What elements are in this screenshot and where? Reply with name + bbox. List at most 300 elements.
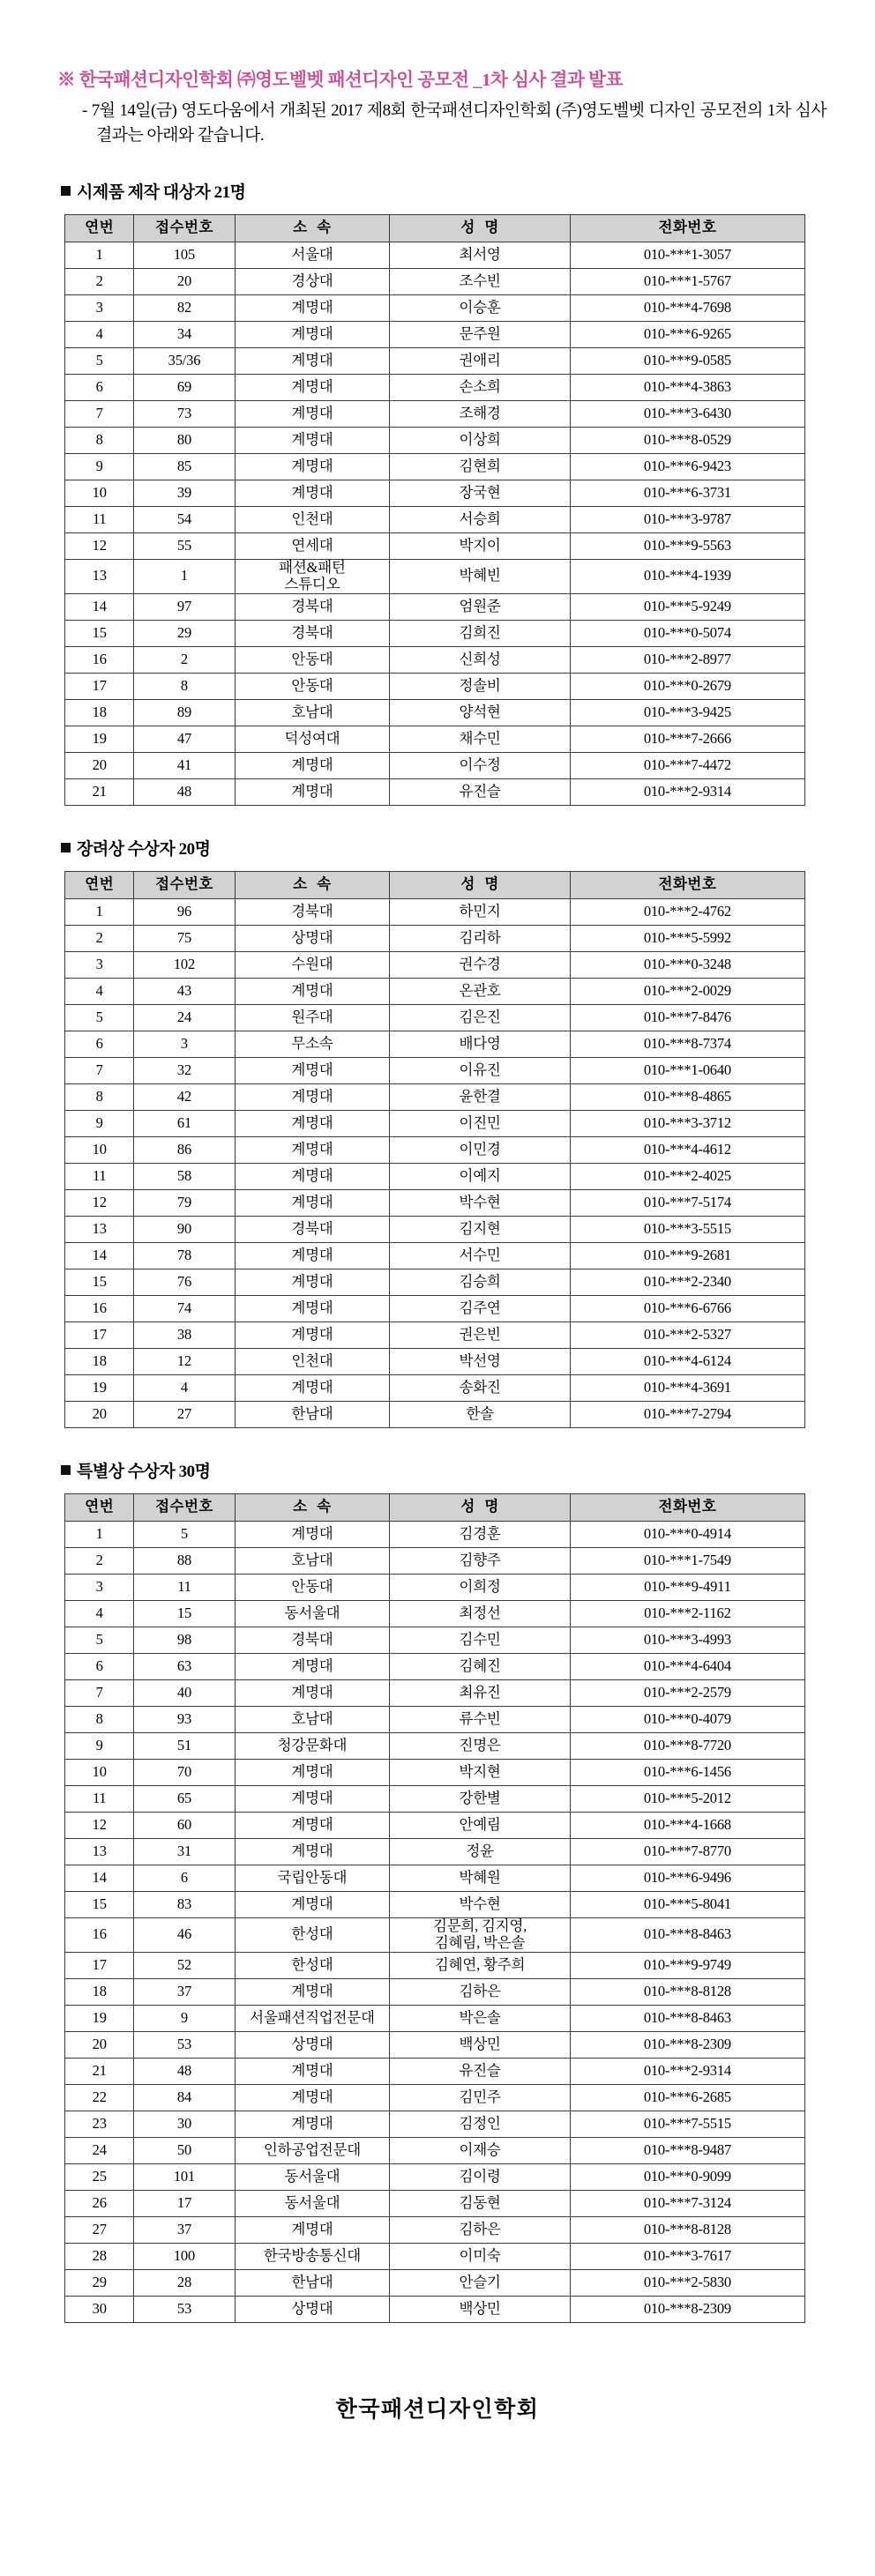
cell-affiliation: 계명대 (235, 1521, 390, 1547)
cell-affiliation: 경북대 (235, 898, 390, 925)
cell-receipt-number: 90 (134, 1216, 235, 1242)
cell-name: 김동현 (390, 2190, 570, 2216)
cell-phone: 010-***4-4612 (570, 1136, 804, 1163)
cell-no: 8 (65, 427, 134, 453)
cell-name: 김은진 (390, 1004, 570, 1031)
table-row (65, 1838, 805, 1865)
cell-name: 엄원준 (390, 593, 570, 620)
cell-affiliation: 상명대 (235, 2031, 390, 2058)
table-row (65, 347, 805, 374)
roster-table (64, 214, 805, 806)
cell-phone: 010-***0-9099 (570, 2163, 804, 2190)
cell-no: 29 (65, 2269, 134, 2296)
square-bullet-icon (61, 843, 71, 852)
column-header-phone: 전화번호 (570, 1493, 804, 1521)
cell-phone: 010-***9-5563 (570, 532, 804, 559)
cell-affiliation: 인천대 (235, 506, 390, 532)
table-row (65, 1401, 805, 1427)
cell-receipt-number: 47 (134, 726, 235, 752)
cell-affiliation: 한국방송통신대 (235, 2243, 390, 2269)
table-row (65, 2163, 805, 2190)
cell-receipt-number: 74 (134, 1295, 235, 1322)
cell-affiliation: 인천대 (235, 1348, 390, 1374)
cell-no: 11 (65, 1785, 134, 1812)
cell-receipt-number: 78 (134, 1242, 235, 1269)
cell-name: 한솔 (390, 1401, 570, 1427)
cell-receipt-number: 97 (134, 593, 235, 620)
cell-receipt-number: 39 (134, 480, 235, 506)
cell-no: 21 (65, 2058, 134, 2084)
cell-affiliation: 계명대 (235, 374, 390, 400)
cell-no: 13 (65, 1216, 134, 1242)
table-row (65, 374, 805, 400)
cell-no: 18 (65, 699, 134, 726)
cell-no: 18 (65, 1348, 134, 1374)
cell-no: 7 (65, 1057, 134, 1083)
table-row (65, 673, 805, 699)
cell-receipt-number: 30 (134, 2111, 235, 2137)
cell-receipt-number: 63 (134, 1653, 235, 1679)
table-row (65, 1600, 805, 1627)
cell-phone: 010-***8-0529 (570, 427, 804, 453)
cell-name: 조수빈 (390, 268, 570, 294)
cell-no: 10 (65, 1759, 134, 1785)
cell-name: 박혜빈 (390, 559, 570, 593)
cell-phone: 010-***7-2666 (570, 726, 804, 752)
column-header-receipt-number: 접수번호 (134, 214, 235, 242)
column-header-phone: 전화번호 (570, 214, 804, 242)
cell-receipt-number: 20 (134, 268, 235, 294)
cell-affiliation: 계명대 (235, 1812, 390, 1838)
cell-receipt-number: 53 (134, 2031, 235, 2058)
cell-name: 박은솔 (390, 2005, 570, 2031)
cell-no: 3 (65, 1574, 134, 1600)
cell-no: 24 (65, 2137, 134, 2163)
cell-receipt-number: 105 (134, 242, 235, 268)
cell-receipt-number: 75 (134, 925, 235, 951)
square-bullet-icon (61, 186, 71, 196)
cell-phone: 010-***3-6430 (570, 400, 804, 427)
cell-affiliation: 계명대 (235, 1242, 390, 1269)
cell-receipt-number: 86 (134, 1136, 235, 1163)
table-row (65, 1216, 805, 1242)
cell-phone: 010-***8-9487 (570, 2137, 804, 2163)
cell-receipt-number: 51 (134, 1732, 235, 1759)
cell-name: 윤한결 (390, 1083, 570, 1110)
cell-phone: 010-***8-4865 (570, 1083, 804, 1110)
cell-phone: 010-***0-2679 (570, 673, 804, 699)
cell-name: 서수민 (390, 1242, 570, 1269)
cell-affiliation: 서울대 (235, 242, 390, 268)
table-row (65, 2084, 805, 2111)
column-header-name: 성 명 (390, 871, 570, 898)
cell-name: 류수빈 (390, 1706, 570, 1732)
cell-no: 17 (65, 673, 134, 699)
table-row (65, 1759, 805, 1785)
table-row (65, 1785, 805, 1812)
table-row (65, 925, 805, 951)
cell-no: 1 (65, 242, 134, 268)
cell-receipt-number: 88 (134, 1547, 235, 1574)
cell-receipt-number: 38 (134, 1322, 235, 1348)
cell-phone: 010-***2-4762 (570, 898, 804, 925)
cell-phone: 010-***1-5767 (570, 268, 804, 294)
cell-name: 이희정 (390, 1574, 570, 1600)
cell-no: 19 (65, 1374, 134, 1401)
cell-name: 진명은 (390, 1732, 570, 1759)
table-row (65, 2243, 805, 2269)
cell-phone: 010-***7-5515 (570, 2111, 804, 2137)
cell-name: 이상희 (390, 427, 570, 453)
cell-affiliation: 계명대 (235, 347, 390, 374)
cell-phone: 010-***5-5992 (570, 925, 804, 951)
cell-affiliation: 계명대 (235, 400, 390, 427)
column-header-affiliation: 소 속 (235, 214, 390, 242)
cell-affiliation: 계명대 (235, 778, 390, 805)
cell-no: 22 (65, 2084, 134, 2111)
table-row (65, 1706, 805, 1732)
cell-receipt-number: 58 (134, 1163, 235, 1189)
cell-phone: 010-***6-1456 (570, 1759, 804, 1785)
table-row (65, 1136, 805, 1163)
cell-name: 김지현 (390, 1216, 570, 1242)
section-heading (61, 179, 826, 203)
table-row (65, 559, 805, 593)
table-row (65, 242, 805, 268)
cell-no: 9 (65, 1732, 134, 1759)
cell-affiliation: 계명대 (235, 1163, 390, 1189)
cell-affiliation: 경상대 (235, 268, 390, 294)
section-heading-label: 시제품 제작 대상자 21명 (77, 182, 246, 202)
cell-phone: 010-***7-4472 (570, 752, 804, 778)
cell-affiliation: 계명대 (235, 1269, 390, 1295)
cell-name: 이진민 (390, 1110, 570, 1136)
cell-affiliation: 연세대 (235, 532, 390, 559)
cell-affiliation: 서울패션직업전문대 (235, 2005, 390, 2031)
table-row (65, 1163, 805, 1189)
table-row (65, 453, 805, 480)
table-header-row (65, 214, 805, 242)
cell-affiliation: 덕성여대 (235, 726, 390, 752)
cell-no: 19 (65, 2005, 134, 2031)
table-row (65, 294, 805, 321)
cell-affiliation: 계명대 (235, 1322, 390, 1348)
table-row (65, 778, 805, 805)
cell-phone: 010-***4-6124 (570, 1348, 804, 1374)
cell-affiliation: 동서울대 (235, 2163, 390, 2190)
cell-phone: 010-***8-8463 (570, 2005, 804, 2031)
cell-no: 9 (65, 453, 134, 480)
table-row (65, 506, 805, 532)
cell-name: 안슬기 (390, 2269, 570, 2296)
cell-affiliation: 계명대 (235, 480, 390, 506)
cell-receipt-number: 17 (134, 2190, 235, 2216)
cell-affiliation: 계명대 (235, 1110, 390, 1136)
cell-receipt-number: 34 (134, 321, 235, 347)
cell-receipt-number: 46 (134, 1917, 235, 1952)
table-row (65, 1374, 805, 1401)
cell-receipt-number: 15 (134, 1600, 235, 1627)
cell-receipt-number: 98 (134, 1627, 235, 1653)
cell-name: 문주원 (390, 321, 570, 347)
cell-name: 박선영 (390, 1348, 570, 1374)
cell-name: 박수현 (390, 1891, 570, 1917)
table-row (65, 1521, 805, 1547)
cell-phone: 010-***6-9496 (570, 1865, 804, 1891)
roster-section (49, 1458, 826, 2323)
cell-phone: 010-***7-8476 (570, 1004, 804, 1031)
cell-name: 박지현 (390, 1759, 570, 1785)
cell-affiliation: 상명대 (235, 925, 390, 951)
cell-receipt-number: 83 (134, 1891, 235, 1917)
cell-no: 14 (65, 1865, 134, 1891)
cell-receipt-number: 73 (134, 400, 235, 427)
table-row (65, 1348, 805, 1374)
cell-affiliation: 경북대 (235, 593, 390, 620)
cell-receipt-number: 31 (134, 1838, 235, 1865)
table-row (65, 2005, 805, 2031)
footer-organization: 한국패션디자인학회 (335, 2397, 540, 2422)
cell-name: 조해경 (390, 400, 570, 427)
cell-name: 정윤 (390, 1838, 570, 1865)
cell-no: 3 (65, 951, 134, 978)
cell-no: 3 (65, 294, 134, 321)
table-row (65, 2190, 805, 2216)
column-header-no: 연번 (65, 214, 134, 242)
cell-phone: 010-***5-9249 (570, 593, 804, 620)
cell-phone: 010-***2-5830 (570, 2269, 804, 2296)
cell-phone: 010-***6-2685 (570, 2084, 804, 2111)
cell-name: 권은빈 (390, 1322, 570, 1348)
section-heading (61, 836, 826, 860)
table-row (65, 1952, 805, 1978)
cell-affiliation: 안동대 (235, 646, 390, 673)
cell-no: 13 (65, 559, 134, 593)
table-row (65, 2058, 805, 2084)
cell-receipt-number: 40 (134, 1679, 235, 1706)
cell-name: 박혜원 (390, 1865, 570, 1891)
cell-affiliation: 패션&패턴 스튜디오 (235, 559, 390, 593)
cell-affiliation: 계명대 (235, 1057, 390, 1083)
column-header-name: 성 명 (390, 214, 570, 242)
table-row (65, 1865, 805, 1891)
cell-no: 20 (65, 1401, 134, 1427)
cell-name: 이민경 (390, 1136, 570, 1163)
cell-receipt-number: 101 (134, 2163, 235, 2190)
cell-phone: 010-***1-7549 (570, 1547, 804, 1574)
cell-name: 최유진 (390, 1679, 570, 1706)
cell-name: 최정선 (390, 1600, 570, 1627)
cell-phone: 010-***5-8041 (570, 1891, 804, 1917)
table-row (65, 1242, 805, 1269)
table-row (65, 898, 805, 925)
cell-no: 15 (65, 1269, 134, 1295)
cell-phone: 010-***3-4993 (570, 1627, 804, 1653)
cell-phone: 010-***4-6404 (570, 1653, 804, 1679)
cell-name: 유진슬 (390, 2058, 570, 2084)
table-row (65, 1295, 805, 1322)
column-header-no: 연번 (65, 871, 134, 898)
cell-no: 8 (65, 1083, 134, 1110)
cell-receipt-number: 35/36 (134, 347, 235, 374)
cell-affiliation: 계명대 (235, 294, 390, 321)
cell-receipt-number: 85 (134, 453, 235, 480)
cell-receipt-number: 32 (134, 1057, 235, 1083)
cell-name: 김민주 (390, 2084, 570, 2111)
cell-affiliation: 경북대 (235, 1216, 390, 1242)
cell-no: 11 (65, 1163, 134, 1189)
table-row (65, 2216, 805, 2243)
table-row (65, 593, 805, 620)
cell-phone: 010-***8-8128 (570, 1978, 804, 2005)
cell-affiliation: 계명대 (235, 1679, 390, 1706)
table-row (65, 1031, 805, 1057)
cell-affiliation: 상명대 (235, 2296, 390, 2322)
cell-affiliation: 계명대 (235, 1759, 390, 1785)
cell-phone: 010-***7-3124 (570, 2190, 804, 2216)
cell-name: 이미숙 (390, 2243, 570, 2269)
cell-phone: 010-***0-3248 (570, 951, 804, 978)
cell-phone: 010-***3-7617 (570, 2243, 804, 2269)
cell-no: 5 (65, 347, 134, 374)
cell-no: 15 (65, 620, 134, 646)
cell-affiliation: 수원대 (235, 951, 390, 978)
cell-name: 이예지 (390, 1163, 570, 1189)
cell-phone: 010-***7-2794 (570, 1401, 804, 1427)
cell-receipt-number: 43 (134, 978, 235, 1004)
cell-affiliation: 청강문화대 (235, 1732, 390, 1759)
cell-name: 배다영 (390, 1031, 570, 1057)
cell-receipt-number: 69 (134, 374, 235, 400)
cell-affiliation: 계명대 (235, 1838, 390, 1865)
cell-affiliation: 안동대 (235, 673, 390, 699)
cell-no: 7 (65, 1679, 134, 1706)
cell-affiliation: 경북대 (235, 1627, 390, 1653)
cell-name: 박수현 (390, 1189, 570, 1216)
cell-phone: 010-***2-2340 (570, 1269, 804, 1295)
cell-name: 서승희 (390, 506, 570, 532)
cell-name: 하민지 (390, 898, 570, 925)
cell-receipt-number: 6 (134, 1865, 235, 1891)
cell-affiliation: 계명대 (235, 1136, 390, 1163)
cell-phone: 010-***8-2309 (570, 2296, 804, 2322)
cell-no: 10 (65, 1136, 134, 1163)
column-header-no: 연번 (65, 1493, 134, 1521)
cell-phone: 010-***4-1668 (570, 1812, 804, 1838)
cell-receipt-number: 2 (134, 646, 235, 673)
section-heading-label: 장려상 수상자 20명 (77, 839, 211, 859)
cell-affiliation: 계명대 (235, 2111, 390, 2137)
cell-phone: 010-***5-2012 (570, 1785, 804, 1812)
cell-receipt-number: 37 (134, 1978, 235, 2005)
cell-receipt-number: 100 (134, 2243, 235, 2269)
cell-phone: 010-***2-1162 (570, 1600, 804, 1627)
cell-receipt-number: 55 (134, 532, 235, 559)
cell-affiliation: 계명대 (235, 1295, 390, 1322)
cell-affiliation: 한성대 (235, 1917, 390, 1952)
cell-name: 김이령 (390, 2163, 570, 2190)
cell-no: 7 (65, 400, 134, 427)
cell-no: 5 (65, 1627, 134, 1653)
cell-no: 17 (65, 1952, 134, 1978)
cell-phone: 010-***8-8128 (570, 2216, 804, 2243)
cell-name: 이승훈 (390, 294, 570, 321)
cell-phone: 010-***3-5515 (570, 1216, 804, 1242)
cell-receipt-number: 4 (134, 1374, 235, 1401)
cell-phone: 010-***6-6766 (570, 1295, 804, 1322)
cell-name: 김리하 (390, 925, 570, 951)
cell-phone: 010-***8-7720 (570, 1732, 804, 1759)
table-row (65, 1574, 805, 1600)
cell-receipt-number: 29 (134, 620, 235, 646)
cell-phone: 010-***4-7698 (570, 294, 804, 321)
roster-table (64, 871, 805, 1428)
table-row (65, 726, 805, 752)
column-header-receipt-number: 접수번호 (134, 1493, 235, 1521)
table-row (65, 1812, 805, 1838)
cell-name: 양석현 (390, 699, 570, 726)
cell-receipt-number: 8 (134, 673, 235, 699)
cell-affiliation: 계명대 (235, 1083, 390, 1110)
cell-no: 16 (65, 1295, 134, 1322)
cell-phone: 010-***2-5327 (570, 1322, 804, 1348)
cell-no: 9 (65, 1110, 134, 1136)
cell-name: 정솔비 (390, 673, 570, 699)
cell-affiliation: 원주대 (235, 1004, 390, 1031)
cell-no: 12 (65, 1812, 134, 1838)
cell-phone: 010-***6-9265 (570, 321, 804, 347)
cell-name: 김경훈 (390, 1521, 570, 1547)
cell-no: 10 (65, 480, 134, 506)
cell-no: 6 (65, 374, 134, 400)
cell-affiliation: 계명대 (235, 321, 390, 347)
cell-phone: 010-***2-2579 (570, 1679, 804, 1706)
section-heading-label: 특별상 수상자 30명 (77, 1462, 211, 1481)
table-header-row (65, 1493, 805, 1521)
column-header-affiliation: 소 속 (235, 871, 390, 898)
cell-receipt-number: 52 (134, 1952, 235, 1978)
cell-affiliation: 계명대 (235, 1891, 390, 1917)
cell-phone: 010-***0-5074 (570, 620, 804, 646)
cell-phone: 010-***2-8977 (570, 646, 804, 673)
column-header-name: 성 명 (390, 1493, 570, 1521)
cell-receipt-number: 93 (134, 1706, 235, 1732)
cell-receipt-number: 5 (134, 1521, 235, 1547)
cell-no: 20 (65, 752, 134, 778)
cell-receipt-number: 89 (134, 699, 235, 726)
cell-phone: 010-***3-3712 (570, 1110, 804, 1136)
cell-name: 안예림 (390, 1812, 570, 1838)
cell-no: 5 (65, 1004, 134, 1031)
cell-no: 19 (65, 726, 134, 752)
table-row (65, 620, 805, 646)
table-row (65, 1110, 805, 1136)
cell-affiliation: 호남대 (235, 699, 390, 726)
cell-name: 채수민 (390, 726, 570, 752)
cell-receipt-number: 11 (134, 1574, 235, 1600)
cell-phone: 010-***3-9425 (570, 699, 804, 726)
cell-phone: 010-***4-1939 (570, 559, 804, 593)
cell-receipt-number: 82 (134, 294, 235, 321)
cell-affiliation: 계명대 (235, 1189, 390, 1216)
table-row (65, 1322, 805, 1348)
cell-phone: 010-***4-3863 (570, 374, 804, 400)
cell-receipt-number: 48 (134, 2058, 235, 2084)
cell-name: 권애리 (390, 347, 570, 374)
cell-receipt-number: 37 (134, 2216, 235, 2243)
square-bullet-icon (61, 1465, 71, 1475)
cell-no: 14 (65, 593, 134, 620)
